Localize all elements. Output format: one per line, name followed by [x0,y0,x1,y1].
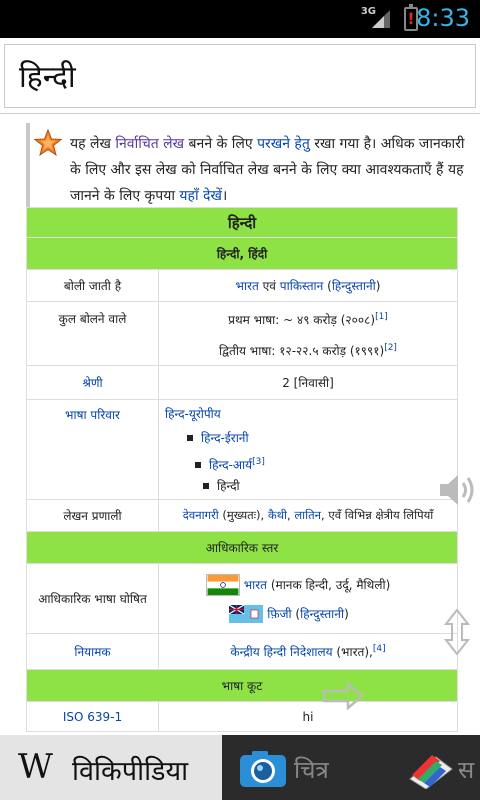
official-label: आधिकारिक भाषा घोषित [27,564,159,634]
see-here-link[interactable]: यहाँ देखें [179,188,222,204]
speakers-first: प्रथम भाषा: ~ ४९ करोड़ (२००८) [228,312,376,327]
kaithi-link[interactable]: कैथी [267,508,288,522]
script-text: , एवँ विभिन्न क्षेत्रीय लिपियाँ [321,508,434,522]
official-india-note: (मानक हिन्दी, उर्दू, मैथिली) [267,577,391,592]
article-header [0,38,480,114]
featured-candidate-notice [26,123,472,207]
family-label[interactable]: भाषा परिवार [27,400,159,500]
page-title: हिन्दी [19,60,76,95]
battery-icon: ! [404,7,418,31]
title-field[interactable] [4,44,476,108]
hindi-leaf: हिन्दी [217,478,240,493]
rank-value: 2 [निवासी] [159,366,458,400]
tab-wikipedia-label: विकिपीडिया [72,756,189,787]
ref-4[interactable]: [4] [372,644,386,654]
official-fiji-link[interactable]: फ़िजी [267,606,292,621]
devanagari-link[interactable]: देवनागरी [182,508,219,522]
official-hindustani-link[interactable]: हिन्दुस्तानी [300,606,345,621]
language-codes-header: भाषा कूट [27,670,458,702]
bottom-tab-bar [0,735,480,800]
ref-2[interactable]: [2] [384,342,397,353]
tab-pictures-label: चित्र [294,756,329,784]
family-tree [159,400,458,500]
spoken-paren: ( [323,279,332,293]
infobox-row-iso [27,702,458,732]
bullet-icon [187,435,193,441]
iso-value: hi [159,702,458,732]
fiji-flag-icon [229,605,263,623]
infobox-row-official [27,564,458,634]
regulator-label[interactable]: नियामक [27,634,159,670]
official-fiji-paren: ) [344,606,349,621]
tab-news[interactable] [402,735,480,800]
speakers-label: कुल बोलने वाले [27,302,159,366]
tab-news-label: स [458,756,475,784]
script-value [159,500,458,532]
resize-vertical-icon[interactable] [444,608,470,656]
infobox-row-script [27,500,458,532]
notice-text-part: रखा गया है। अधिक जानकारी के लिए और इस लेख को निर्वाचित लेख बनने के लिए क्या आवश्यकताएँ हैं यह जानने के लिए कृपया [70,136,465,204]
india-link[interactable]: भारत [235,279,259,293]
ref-3[interactable]: [3] [252,456,265,467]
ref-1[interactable]: [1] [375,311,388,322]
status-bar [0,0,480,38]
infobox-row-speakers [27,302,458,366]
infobox-title: हिन्दी [27,208,458,238]
review-link[interactable]: परखने हेतु [257,136,310,152]
network-type: 3G [360,6,376,17]
script-text: , [287,508,295,522]
infobox-row-family [27,400,458,500]
rank-label[interactable]: श्रेणी [27,366,159,400]
infobox-subtitle: हिन्दी, हिंदी [27,238,458,270]
notice-text-part: बनने के लिए [184,136,258,152]
notice-text [70,131,474,209]
wikipedia-logo-icon: W [18,747,53,787]
bullet-icon [203,483,209,489]
latin-link[interactable]: लातिन [294,508,322,522]
notice-text-part: । [221,188,228,204]
speakers-second: द्वितीय भाषा: १२-२२.५ करोड़ (१९९१) [219,343,385,358]
signal-icon [370,8,392,30]
official-fiji-paren: ( [291,606,301,621]
tab-wikipedia[interactable] [0,735,222,800]
hindustani-link[interactable]: हिन्दुस्तानी [331,279,376,293]
official-value [159,564,458,634]
regulator-note: (भारत), [332,645,373,659]
script-label: लेखन प्रणाली [27,500,159,532]
india-flag-icon [206,574,240,596]
official-status-header: आधिकारिक स्तर [27,532,458,564]
pakistan-link[interactable]: पाकिस्तान [279,279,324,293]
spoken-label: बोली जाती है [27,270,159,302]
camera-icon [238,749,288,789]
speaker-icon[interactable] [438,472,478,508]
official-india-link[interactable]: भारत [243,577,268,592]
infobox-row-regulator [27,634,458,670]
bullet-icon [195,462,201,468]
newspaper-icon [406,749,456,789]
speakers-value [159,302,458,366]
status-clock: 8:33 [416,4,470,32]
script-text: (मुख्यतः), [218,508,268,522]
iso-label[interactable]: ISO 639-1 [27,702,159,732]
star-icon [34,129,62,157]
indo-iranian-link[interactable]: हिन्द-ईरानी [201,430,249,445]
tab-pictures[interactable] [222,735,402,800]
regulator-value [159,634,458,670]
infobox [26,207,458,732]
indo-aryan-link[interactable]: हिन्द-आर्य [209,457,253,472]
spoken-and: एवं [258,279,280,293]
infobox-row-spoken [27,270,458,302]
featured-article-link[interactable]: निर्वाचित लेख [115,136,185,152]
spoken-paren: ) [375,279,381,293]
directorate-link[interactable]: केन्द्रीय हिन्दी निदेशालय [230,645,333,659]
indo-european-link[interactable]: हिन्द-यूरोपीय [165,406,221,421]
article-content[interactable] [0,115,480,735]
spoken-value [159,270,458,302]
arrow-right-icon[interactable] [322,682,364,710]
infobox-row-rank [27,366,458,400]
notice-text-part: यह लेख [70,136,116,152]
